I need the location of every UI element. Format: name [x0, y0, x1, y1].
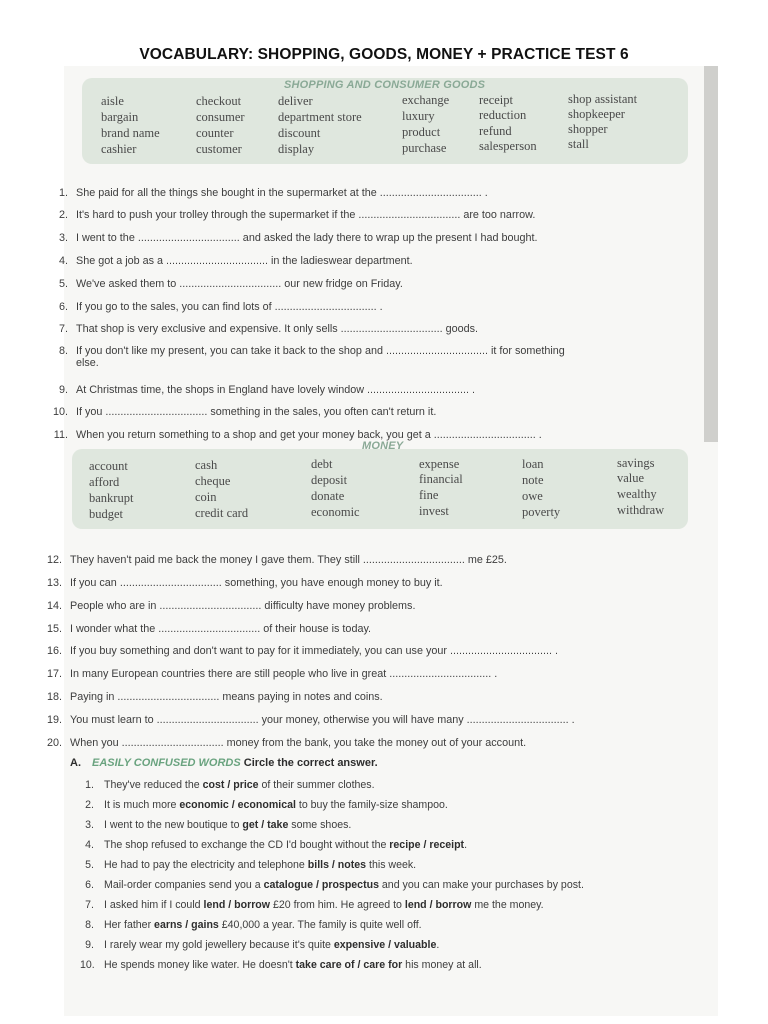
exercise-item — [80, 779, 375, 791]
question-text: If you go to the sales, you can find lots of .................................. . — [76, 301, 383, 313]
word-choice[interactable]: cost / price — [202, 779, 259, 791]
question-text: If you .................................. something in the sales, you often can't return it. — [76, 406, 437, 418]
scan-edge — [704, 66, 718, 442]
word-item: bargain — [101, 110, 139, 124]
item-number: 8. — [85, 919, 94, 931]
question-number: 18. — [46, 691, 62, 703]
question-text: They haven't paid me back the money I gave them. They still .................................. me £25. — [70, 554, 507, 566]
question-text: It's hard to push your trolley through the supermarket if the .................................. are too narrow. — [76, 209, 536, 221]
exercise-item — [80, 919, 422, 931]
sentence-fragment: . — [436, 939, 440, 951]
word-item: stall — [568, 137, 589, 151]
word-item: reduction — [479, 108, 527, 122]
question-item — [46, 301, 383, 313]
exercise-item — [80, 859, 416, 871]
question-item — [46, 384, 475, 396]
question-number: 10. — [52, 406, 68, 418]
word-item: invest — [419, 504, 449, 518]
word-item: debt — [311, 457, 333, 471]
question-number: 14. — [46, 600, 62, 612]
word-item: fine — [419, 488, 439, 502]
question-continuation: else. — [76, 357, 99, 369]
question-number: 9. — [58, 384, 68, 396]
question-text: People who are in .................................. difficulty have money problems. — [70, 600, 416, 612]
word-choice[interactable]: get / take — [242, 819, 289, 831]
word-item: checkout — [196, 94, 242, 108]
word-item: display — [278, 142, 315, 156]
question-text: At Christmas time, the shops in England have lovely window .................................. . — [76, 384, 476, 396]
page-title: VOCABULARY: SHOPPING, GOODS, MONEY + PRACTICE TEST 6 — [139, 46, 629, 63]
sentence-fragment: I asked him if I could — [104, 899, 204, 911]
sentence-fragment: of their summer clothes. — [258, 779, 375, 791]
question-text: That shop is very exclusive and expensive. It only sells .................................. goods. — [76, 323, 479, 335]
question-item — [46, 278, 403, 290]
exercise-item — [80, 819, 351, 831]
word-item: loan — [522, 457, 544, 471]
question-number: 7. — [58, 323, 68, 335]
word-item: shop assistant — [568, 92, 638, 106]
sentence-fragment: his money at all. — [402, 959, 482, 971]
question-text: In many European countries there are still people who live in great .................................. . — [70, 668, 498, 680]
question-number: 1. — [58, 187, 68, 199]
word-item: receipt — [479, 93, 514, 107]
question-item — [46, 255, 413, 267]
shopping-box-heading: SHOPPING AND CONSUMER GOODS — [284, 79, 486, 91]
question-item — [46, 209, 535, 221]
question-text: If you buy something and don't want to pay for it immediately, you can use your .................................. . — [70, 645, 558, 657]
exercise-item — [80, 959, 482, 971]
question-text: She paid for all the things she bought in the supermarket at the .................................. . — [76, 187, 488, 199]
word-item: afford — [89, 475, 120, 489]
word-item: deliver — [278, 94, 313, 108]
question-item — [46, 323, 478, 335]
word-item: cash — [195, 458, 218, 472]
question-item — [40, 691, 383, 703]
question-number: 3. — [58, 232, 68, 244]
word-item: deposit — [311, 473, 348, 487]
word-item: savings — [617, 456, 655, 470]
item-number: 1. — [85, 779, 94, 791]
section-highlight: EASILY CONFUSED WORDS — [92, 757, 241, 769]
question-text: You must learn to .................................. your money, otherwise you will have many .................................. . — [70, 714, 575, 726]
question-text: If you don't like my present, you can take it back to the shop and .................................. it for something — [76, 345, 565, 357]
word-item: department store — [278, 110, 362, 124]
question-item — [46, 232, 538, 244]
question-item — [40, 645, 558, 657]
question-item — [40, 668, 497, 680]
word-item: cheque — [195, 474, 231, 488]
sentence-fragment: and you can make your purchases by post. — [378, 879, 584, 891]
money-word-box — [72, 449, 688, 529]
sentence-fragment: The shop refused to exchange the CD I'd bought without the — [104, 839, 390, 851]
word-item: owe — [522, 489, 543, 503]
exercise-item — [80, 799, 448, 811]
question-text: When you return something to a shop and get your money back, you get a .................................. . — [76, 429, 542, 441]
word-choice[interactable]: recipe / receipt — [389, 839, 465, 851]
sentence-fragment: . — [464, 839, 468, 851]
section-instruction: Circle the correct answer. — [243, 757, 378, 769]
question-item — [40, 577, 443, 589]
word-choice[interactable]: economic / economical — [179, 799, 296, 811]
word-item: cashier — [101, 142, 137, 156]
word-item: refund — [479, 124, 512, 138]
question-number: 19. — [46, 714, 62, 726]
word-item: coin — [195, 490, 217, 504]
word-item: credit card — [195, 506, 249, 520]
question-number: 17. — [46, 668, 62, 680]
question-number: 6. — [58, 301, 68, 313]
question-item — [40, 737, 526, 749]
sentence-fragment: They've reduced the — [104, 779, 203, 791]
question-item — [40, 600, 415, 612]
word-choice[interactable]: take care of / care for — [295, 959, 403, 971]
question-number: 5. — [58, 278, 68, 290]
word-item: economic — [311, 505, 360, 519]
question-number: 13. — [46, 577, 62, 589]
question-item — [46, 406, 436, 418]
word-choice[interactable]: bills / notes — [307, 859, 367, 871]
sentence-fragment: He had to pay the electricity and telephone — [104, 859, 308, 871]
exercise-item — [80, 899, 544, 911]
item-number: 2. — [85, 799, 94, 811]
word-item: donate — [311, 489, 345, 503]
item-number: 9. — [85, 939, 94, 951]
question-number: 8. — [58, 345, 68, 357]
word-item: financial — [419, 472, 463, 486]
word-item: expense — [419, 457, 460, 471]
sentence-fragment: me the money. — [471, 899, 544, 911]
word-item: value — [617, 471, 645, 485]
word-item: withdraw — [617, 503, 665, 517]
question-number: 12. — [46, 554, 62, 566]
question-item — [46, 429, 542, 441]
question-item — [46, 187, 488, 199]
section-letter: A. — [70, 757, 81, 769]
word-item: shopkeeper — [568, 107, 625, 121]
question-item — [46, 345, 565, 369]
sentence-fragment: some shoes. — [288, 819, 352, 831]
word-item: note — [522, 473, 544, 487]
word-choice[interactable]: lend / borrow — [203, 899, 271, 911]
word-choice[interactable]: earns / gains — [154, 919, 219, 931]
word-item: product — [402, 125, 441, 139]
word-choice[interactable]: lend / borrow — [404, 899, 472, 911]
question-number: 11. — [53, 429, 68, 441]
question-text: I wonder what the .................................. of their house is today. — [70, 623, 372, 635]
sentence-fragment: £40,000 a year. The family is quite well off. — [218, 919, 422, 931]
question-text: She got a job as a .................................. in the ladieswear department. — [76, 255, 413, 267]
word-item: poverty — [522, 505, 561, 519]
word-item: bankrupt — [89, 491, 134, 505]
word-item: luxury — [402, 109, 435, 123]
word-item: purchase — [402, 141, 447, 155]
question-text: If you can .................................. something, you have enough money to buy it. — [70, 577, 443, 589]
word-item: counter — [196, 126, 234, 140]
question-number: 20. — [46, 737, 62, 749]
question-number: 2. — [58, 209, 68, 221]
word-item: wealthy — [617, 487, 657, 501]
sentence-fragment: He spends money like water. He doesn't — [104, 959, 296, 971]
item-number: 6. — [85, 879, 94, 891]
sentence-fragment: I went to the new boutique to — [104, 819, 243, 831]
item-number: 5. — [85, 859, 94, 871]
item-number: 7. — [85, 899, 94, 911]
question-item — [40, 623, 371, 635]
word-item: customer — [196, 142, 242, 156]
question-text: I went to the .................................. and asked the lady there to wrap up the present I had bought. — [76, 232, 538, 244]
sentence-fragment: £20 from him. He agreed to — [270, 899, 405, 911]
sentence-fragment: I rarely wear my gold jewellery because it's quite — [104, 939, 334, 951]
word-item: shopper — [568, 122, 608, 136]
sentence-fragment: Her father — [104, 919, 155, 931]
word-item: exchange — [402, 93, 450, 107]
question-number: 16. — [46, 645, 62, 657]
question-text: We've asked them to .................................. our new fridge on Friday. — [76, 278, 403, 290]
question-item — [40, 714, 575, 726]
word-item: consumer — [196, 110, 245, 124]
question-text: When you .................................. money from the bank, you take the money out of your account. — [70, 737, 527, 749]
item-number: 10. — [80, 959, 95, 971]
exercise-item — [80, 839, 467, 851]
money-box-heading: MONEY — [362, 440, 404, 452]
sentence-fragment: to buy the family-size shampoo. — [295, 799, 448, 811]
exercise-item — [80, 879, 584, 891]
word-item: brand name — [101, 126, 160, 140]
sentence-fragment: Mail-order companies send you a — [104, 879, 264, 891]
question-number: 4. — [58, 255, 68, 267]
question-text: Paying in .................................. means paying in notes and coins. — [70, 691, 383, 703]
question-item — [40, 554, 507, 566]
question-number: 15. — [46, 623, 62, 635]
word-choice[interactable]: expensive / valuable — [333, 939, 437, 951]
word-item: discount — [278, 126, 321, 140]
item-number: 4. — [85, 839, 94, 851]
word-item: budget — [89, 507, 124, 521]
sentence-fragment: It is much more — [104, 799, 180, 811]
word-item: account — [89, 459, 128, 473]
sentence-fragment: this week. — [366, 859, 417, 871]
item-number: 3. — [85, 819, 94, 831]
word-item: salesperson — [479, 139, 537, 153]
word-choice[interactable]: catalogue / prospectus — [263, 879, 379, 891]
exercise-item — [80, 939, 439, 951]
word-item: aisle — [101, 94, 124, 108]
section-a-heading — [70, 757, 378, 769]
